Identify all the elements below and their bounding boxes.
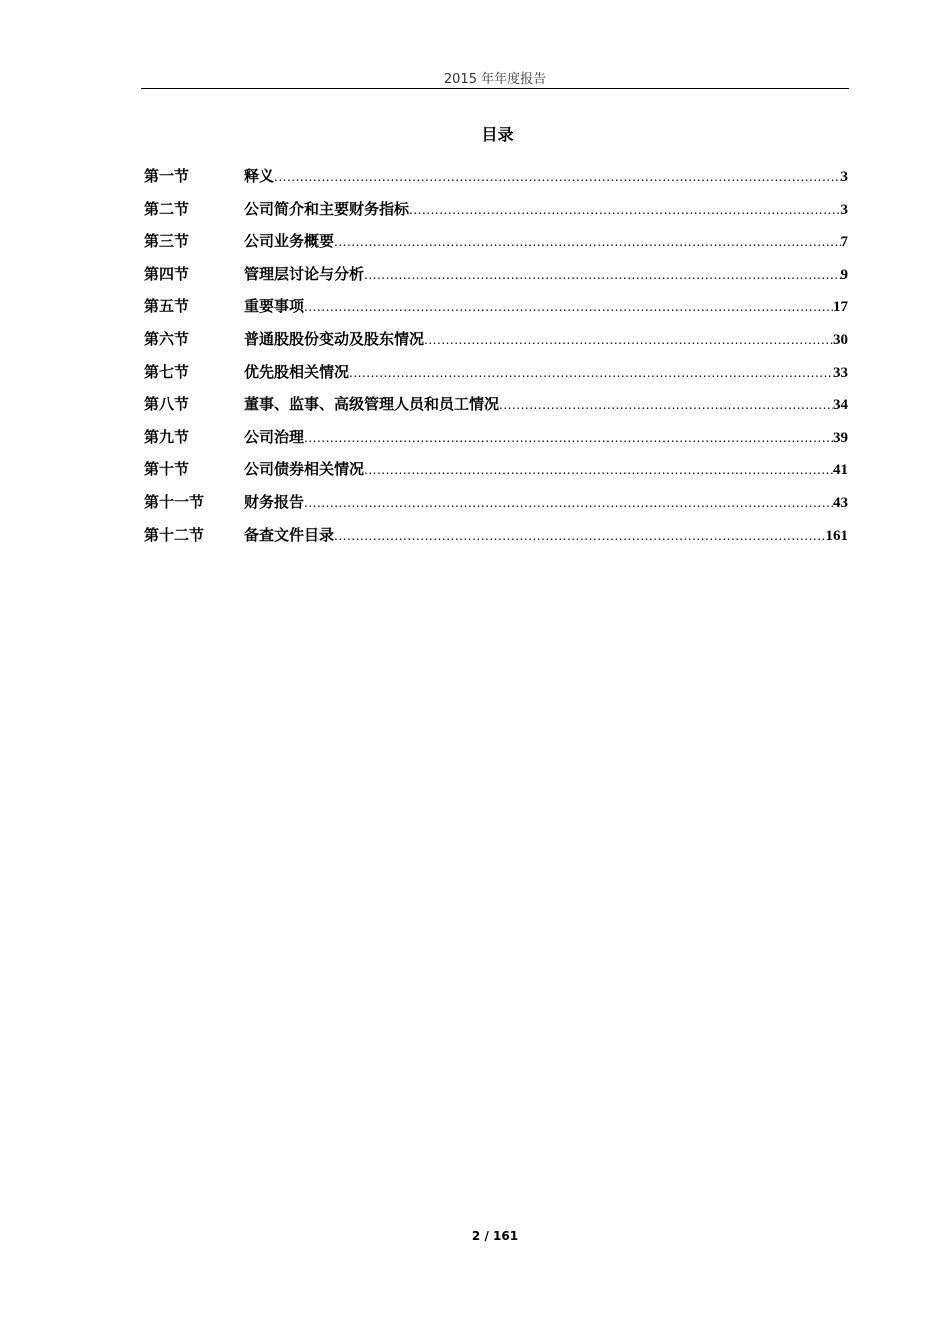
toc-dot-leader (424, 327, 833, 353)
toc-entry-title: 公司简介和主要财务指标 (244, 199, 410, 218)
toc-entry-title: 重要事项 (244, 297, 305, 316)
toc-dot-leader (274, 164, 840, 190)
toc-dot-leader (349, 360, 833, 386)
toc-dot-leader (304, 294, 833, 320)
toc-page-number: 43 (833, 494, 848, 511)
toc-entry[interactable] (144, 522, 848, 555)
toc-entry[interactable] (144, 391, 848, 424)
toc-entry-body (244, 163, 848, 190)
toc-entry-title: 财务报告 (244, 492, 305, 511)
toc-entry-body (244, 359, 848, 386)
toc-entry[interactable] (144, 293, 848, 326)
toc-entry-body (244, 489, 848, 516)
toc-dot-leader (334, 229, 840, 255)
toc-section-number: 第十二节 (144, 525, 205, 544)
toc-entry-title: 董事、监事、高级管理人员和员工情况 (244, 395, 500, 414)
toc-page-number: 3 (840, 169, 848, 185)
toc-dot-leader (304, 425, 833, 451)
toc-entry-body (244, 391, 848, 418)
toc-dot-leader (304, 490, 833, 516)
toc-section-number: 第四节 (144, 264, 190, 283)
toc-entry-title: 公司治理 (244, 427, 305, 446)
toc-section-number: 第六节 (144, 329, 190, 348)
toc-entry[interactable] (144, 489, 848, 522)
toc-entry[interactable] (144, 359, 848, 392)
toc-dot-leader (499, 392, 833, 418)
toc-dot-leader (334, 523, 825, 549)
toc-entry-title: 释义 (244, 167, 275, 185)
toc-page-number: 9 (840, 266, 848, 283)
toc-title: 目录 (481, 125, 514, 144)
toc-page-number: 161 (825, 527, 848, 544)
toc-section-number: 第三节 (144, 232, 190, 251)
toc-entry-title: 优先股相关情况 (244, 362, 350, 381)
page-header (141, 66, 849, 89)
header-title: 2015 年年度报告 (443, 72, 547, 87)
toc-entry-body (244, 424, 848, 451)
toc-section-number: 第五节 (144, 297, 190, 316)
toc-entry[interactable] (144, 163, 848, 196)
toc-section-number: 第八节 (144, 395, 190, 414)
toc-page-number: 41 (833, 462, 848, 479)
toc-entry-title: 公司债券相关情况 (244, 460, 365, 479)
toc-entry[interactable] (144, 261, 848, 294)
toc-page-number: 17 (833, 299, 848, 316)
toc-entry-body (244, 326, 848, 353)
toc-entry[interactable] (144, 424, 848, 457)
toc-section-number: 第七节 (144, 362, 190, 381)
toc-page-number: 3 (840, 201, 848, 218)
toc-entry-body (244, 293, 848, 320)
toc-section-number: 第九节 (144, 427, 190, 446)
toc-entry-body (244, 228, 848, 255)
toc-entry-body (244, 196, 848, 223)
toc-page-number: 33 (833, 364, 848, 381)
toc-section-number: 第一节 (144, 167, 190, 185)
toc-entry-title: 管理层讨论与分析 (244, 264, 365, 283)
toc-entry[interactable] (144, 228, 848, 261)
toc-section-number: 第十一节 (144, 492, 205, 511)
toc-entry-title: 备查文件目录 (244, 525, 335, 544)
toc-list (144, 163, 848, 554)
toc-dot-leader (364, 262, 840, 288)
toc-entry-body (244, 456, 848, 483)
toc-entry-body (244, 261, 848, 288)
toc-page-number: 34 (833, 397, 848, 414)
toc-page-number: 30 (833, 331, 848, 348)
toc-entry[interactable] (144, 456, 848, 489)
toc-entry[interactable] (144, 196, 848, 229)
toc-dot-leader (409, 197, 840, 223)
toc-dot-leader (364, 457, 833, 483)
toc-entry[interactable] (144, 326, 848, 359)
page-number: 2 / 161 (471, 1229, 519, 1243)
toc-page-number: 7 (840, 234, 848, 251)
toc-page-number: 39 (833, 429, 848, 446)
toc-entry-title: 普通股股份变动及股东情况 (244, 329, 425, 348)
toc-entry-title: 公司业务概要 (244, 232, 335, 251)
toc-section-number: 第十节 (144, 460, 190, 479)
toc-section-number: 第二节 (144, 199, 190, 218)
toc-entry-body (244, 522, 848, 549)
